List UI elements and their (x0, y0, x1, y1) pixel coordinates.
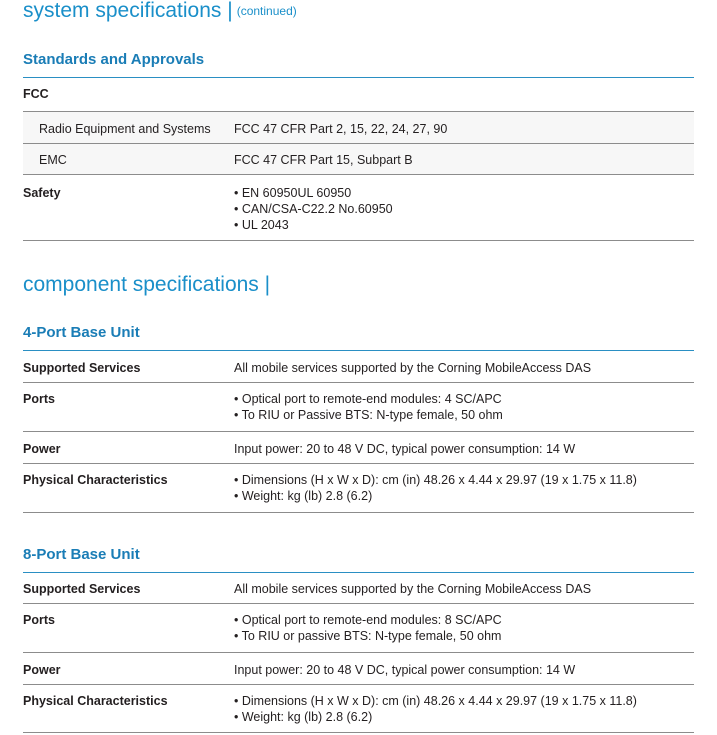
physical-characteristics-line: • Weight: kg (lb) 2.8 (6.2) (234, 710, 373, 724)
emc-value: FCC 47 CFR Part 15, Subpart B (234, 153, 413, 167)
safety-item: • CAN/CSA-C22.2 No.60950 (234, 202, 393, 216)
radio-equipment-label: Radio Equipment and Systems (39, 122, 211, 136)
ports-value-line: • To RIU or passive BTS: N-type female, 50 ohm (234, 629, 502, 643)
four-port-base-unit-heading: 4-Port Base Unit (23, 324, 140, 341)
physical-characteristics-line: • Dimensions (H x W x D): cm (in) 48.26 x 4.44 x 29.97 (19 x 1.75 x 11.8) (234, 694, 637, 708)
physical-characteristics-line: • Weight: kg (lb) 2.8 (6.2) (234, 489, 373, 503)
safety-item: • EN 60950UL 60950 (234, 186, 352, 200)
ports-value-line: • To RIU or Passive BTS: N-type female, 50 ohm (234, 408, 503, 422)
ports-value-line: • Optical port to remote-end modules: 8 SC/APC (234, 613, 502, 627)
component-specifications-heading: component specifications | (23, 273, 271, 296)
ports-label: Ports (23, 392, 55, 406)
supported-services-label: Supported Services (23, 361, 141, 375)
power-label: Power (23, 663, 61, 677)
ports-label: Ports (23, 613, 55, 627)
fcc-label: FCC (23, 87, 49, 101)
system-specifications-title: system specifications | (23, 0, 233, 22)
row-divider (23, 174, 694, 175)
row-divider (23, 732, 694, 733)
power-value: Input power: 20 to 48 V DC, typical power consumption: 14 W (234, 663, 576, 677)
physical-characteristics-line: • Dimensions (H x W x D): cm (in) 48.26 x 4.44 x 29.97 (19 x 1.75 x 11.8) (234, 473, 637, 487)
eight-port-base-unit-heading: 8-Port Base Unit (23, 546, 140, 563)
power-value: Input power: 20 to 48 V DC, typical power consumption: 14 W (234, 442, 576, 456)
section-divider (23, 77, 694, 78)
physical-characteristics-label: Physical Characteristics (23, 473, 168, 487)
standards-approvals-heading: Standards and Approvals (23, 51, 205, 68)
row-divider (23, 240, 694, 241)
power-label: Power (23, 442, 61, 456)
ports-value-line: • Optical port to remote-end modules: 4 SC/APC (234, 392, 502, 406)
physical-characteristics-label: Physical Characteristics (23, 694, 168, 708)
system-specifications-heading (23, 0, 297, 21)
section-divider (23, 572, 694, 573)
supported-services-value: All mobile services supported by the Corning MobileAccess DAS (234, 361, 592, 375)
radio-equipment-value: FCC 47 CFR Part 2, 15, 22, 24, 27, 90 (234, 122, 448, 136)
row-divider (23, 382, 694, 383)
section-divider (23, 350, 694, 351)
supported-services-label: Supported Services (23, 582, 141, 596)
row-divider (23, 603, 694, 604)
safety-label: Safety (23, 186, 61, 200)
row-divider (23, 463, 694, 464)
supported-services-value: All mobile services supported by the Corning MobileAccess DAS (234, 582, 592, 596)
row-divider (23, 431, 694, 432)
row-divider (23, 652, 694, 653)
row-divider (23, 684, 694, 685)
safety-item: • UL 2043 (234, 218, 289, 232)
continued-label: (continued) (236, 4, 297, 18)
row-divider (23, 512, 694, 513)
emc-label: EMC (39, 153, 67, 167)
